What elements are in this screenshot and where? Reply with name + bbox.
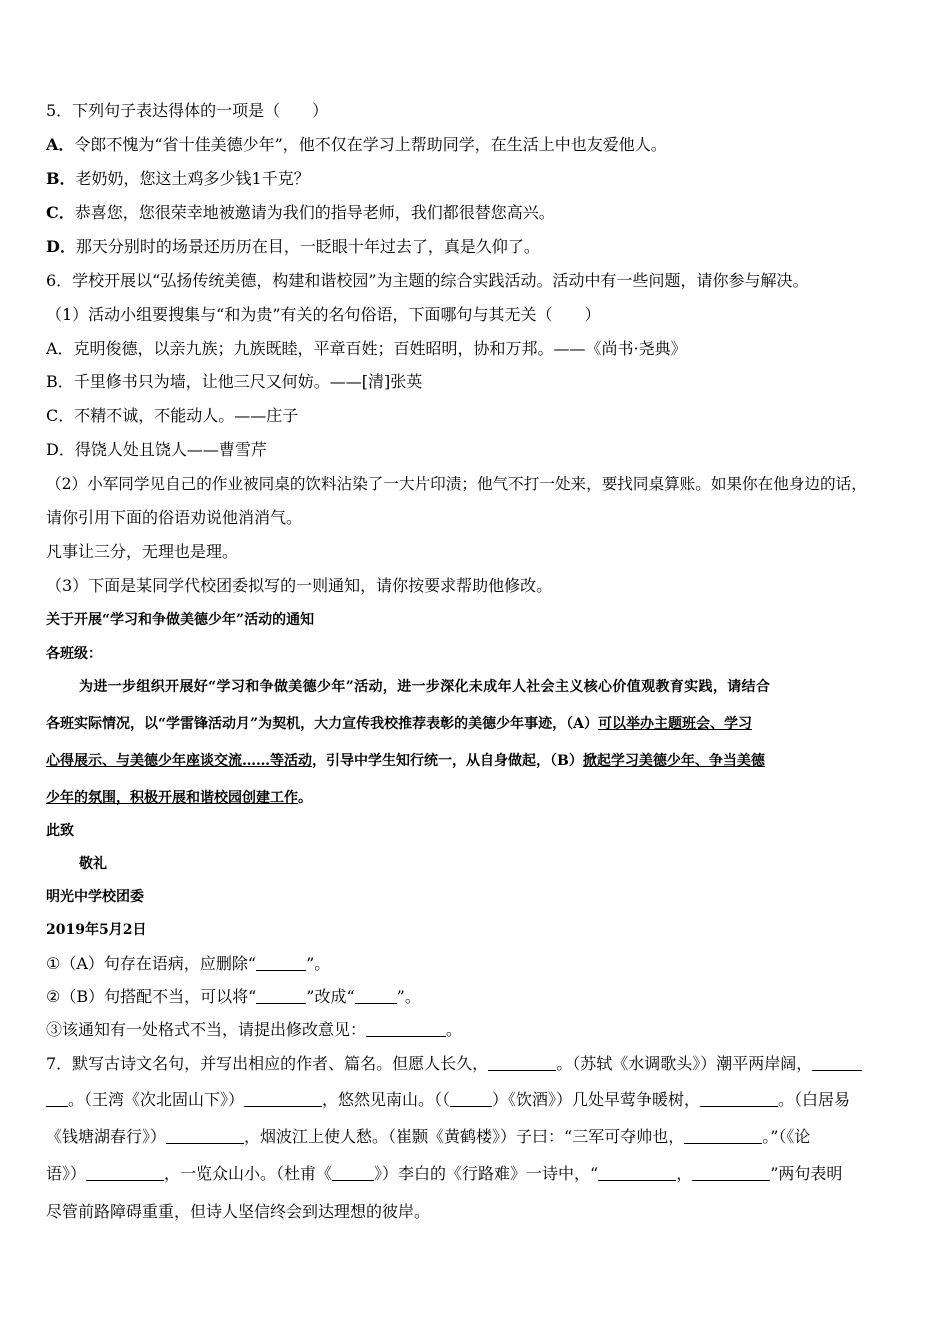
answer-blank[interactable] [166,1127,244,1144]
q7-text: ，烟波江上使人愁。（崔颢《黄鹤楼》）子曰：“三军可夺帅也， [244,1127,685,1146]
option-label: B． [46,169,76,188]
answer-blank[interactable] [700,1090,778,1107]
notice-paragraph-line1: 为进一步组织开展好“学习和争做美德少年”活动，进一步深化未成年人社会主义核心价值观教育实践，请结合 [79,679,771,695]
underlined-sentence-a: 心得展示、与美德少年座谈交流……等活动 [46,753,312,769]
q6-sub2-line1: （2）小军同学见自己的作业被同桌的饮料沾染了一大片印渍；他气不打一处来，要找同桌算账。如果你在他身边的话， [46,475,867,493]
task-1 [46,953,330,975]
q7-text: ，悠然见南山。（（ [322,1090,451,1109]
notice-paragraph-line4 [46,787,312,809]
answer-blank[interactable] [86,1164,164,1181]
option-label: C． [46,203,75,222]
underlined-sentence-b: 掀起学习美德少年、争当美德 [582,753,765,769]
q7-text: 》）李白的《行路难》一诗中，“ [374,1164,599,1183]
q6-sub1-option-a: A．克明俊德，以亲九族；九族既睦，平章百姓；百姓昭明，协和万邦。——《尚书·尧典》 [46,339,687,358]
task-text: ③该通知有一处格式不当，请提出修改意见： [46,1020,367,1039]
q6-sub1-option-d: D．得饶人处且饶人——曹雪芹 [46,440,267,459]
option-text: 恭喜您，您很荣幸地被邀请为我们的指导老师，我们都很替您高兴。 [74,203,555,222]
q6-sub1-stem: （1）活动小组要搜集与“和为贵”有关的名句俗语，下面哪句与其无关（ ） [46,305,601,324]
answer-blank[interactable] [244,1090,322,1107]
q7-text: 《钱塘湖春行》） [46,1127,167,1146]
q7-line5: 尽管前路障碍重重，但诗人坚信终会到达理想的彼岸。 [46,1202,431,1221]
q7-text: ，一览众山小。（杜甫《 [164,1164,333,1183]
q7-text: 。（苏轼《水调歌头》）潮平两岸阔， [556,1054,813,1073]
answer-blank[interactable] [46,1090,68,1107]
answer-blank[interactable] [332,1164,374,1181]
q5-option-a [46,134,667,156]
q7-line2 [46,1089,850,1111]
answer-blank[interactable] [450,1090,492,1107]
q5-option-d [46,236,540,258]
answer-blank[interactable] [684,1127,762,1144]
option-text: 令郎不愧为“省十佳美德少年”，他不仅在学习上帮助同学，在生活上中也友爱他人。 [74,135,667,154]
task-3 [46,1019,462,1041]
notice-text: 。 [298,790,312,806]
mark-b: （B） [550,753,583,769]
q7-text: 7．默写古诗文名句，并写出相应的作者、篇名。但愿人长久， [46,1054,489,1073]
answer-blank[interactable] [256,987,306,1004]
option-label: A． [46,135,75,154]
notice-text: ，引导中学生知行统一，从自身做起， [312,753,550,769]
q6-sub3-stem: （3）下面是某同学代校团委拟写的一则通知，请你按要求帮助他修改。 [46,576,553,595]
underlined-sentence-b: 少年的氛围，积极开展和谐校园创建工作 [46,790,298,806]
notice-paragraph-line3 [46,750,765,772]
task-text: ”。 [306,954,331,973]
notice-title: 关于开展“学习和争做美德少年”活动的通知 [46,612,315,628]
notice-closing-1: 此致 [46,823,74,839]
q7-text: ， [676,1164,693,1183]
q7-text: 语》） [46,1164,87,1183]
q6-sub2-proverb: 凡事让三分，无理也是理。 [46,542,239,561]
option-text: 老奶奶，您这土鸡多少钱1千克？ [75,169,310,188]
q5-stem: 5．下列句子表达得体的一项是（ ） [46,101,329,120]
notice-salutation: 各班级： [46,646,102,662]
mark-a: （A） [566,716,598,732]
q7-line3 [46,1126,810,1148]
q7-text: 。”（《论 [762,1127,811,1146]
underlined-sentence-a: 可以举办主题班会、学习 [597,716,752,732]
task-text: ①（A）句存在语病，应删除“ [46,954,257,973]
option-text: 那天分别时的场景还历历在目，一眨眼十年过去了，真是久仰了。 [75,237,540,256]
q7-text: 。（王湾《次北固山下》） [68,1090,245,1109]
notice-closing-2: 敬礼 [79,856,107,872]
notice-text: 各班实际情况，以“学雷锋活动月”为契机，大力宣传我校推荐表彰的美德少年事迹， [46,716,567,732]
task-text: 。 [446,1020,463,1039]
answer-blank[interactable] [355,987,397,1004]
task-2 [46,986,421,1008]
answer-blank[interactable] [598,1164,676,1181]
notice-date: 2019年5月2日 [46,922,147,938]
q6-sub2-line2: 请你引用下面的俗语劝说他消消气。 [46,508,303,527]
answer-blank[interactable] [488,1054,556,1071]
q6-sub1-option-b: B．千里修书只为墙，让他三尺又何妨。——[清]张英 [46,372,423,391]
q7-text: ）《饮酒》）几处早莺争暖树， [492,1090,701,1109]
q5-option-c [46,202,555,224]
q6-sub1-option-c: C．不精不诚，不能动人。——庄子 [46,406,299,425]
task-text: ”改成“ [306,987,355,1006]
q5-option-b [46,168,310,190]
q7-text: ”两句表明 [770,1164,843,1183]
answer-blank[interactable] [366,1020,446,1037]
option-label: D． [46,237,76,256]
notice-signature: 明光中学校团委 [46,889,144,905]
task-text: ”。 [396,987,421,1006]
answer-blank[interactable] [692,1164,770,1181]
answer-blank[interactable] [812,1054,862,1071]
q7-line1 [46,1053,862,1075]
q7-line4 [46,1163,842,1185]
task-text: ②（B）句搭配不当，可以将“ [46,987,257,1006]
notice-paragraph-line2 [46,713,752,735]
q6-stem: 6．学校开展以“弘扬传统美德，构建和谐校园”为主题的综合实践活动。活动中有一些问题，请你参与解决。 [46,271,809,290]
answer-blank[interactable] [256,954,306,971]
q7-text: 。（白居易 [778,1090,851,1109]
